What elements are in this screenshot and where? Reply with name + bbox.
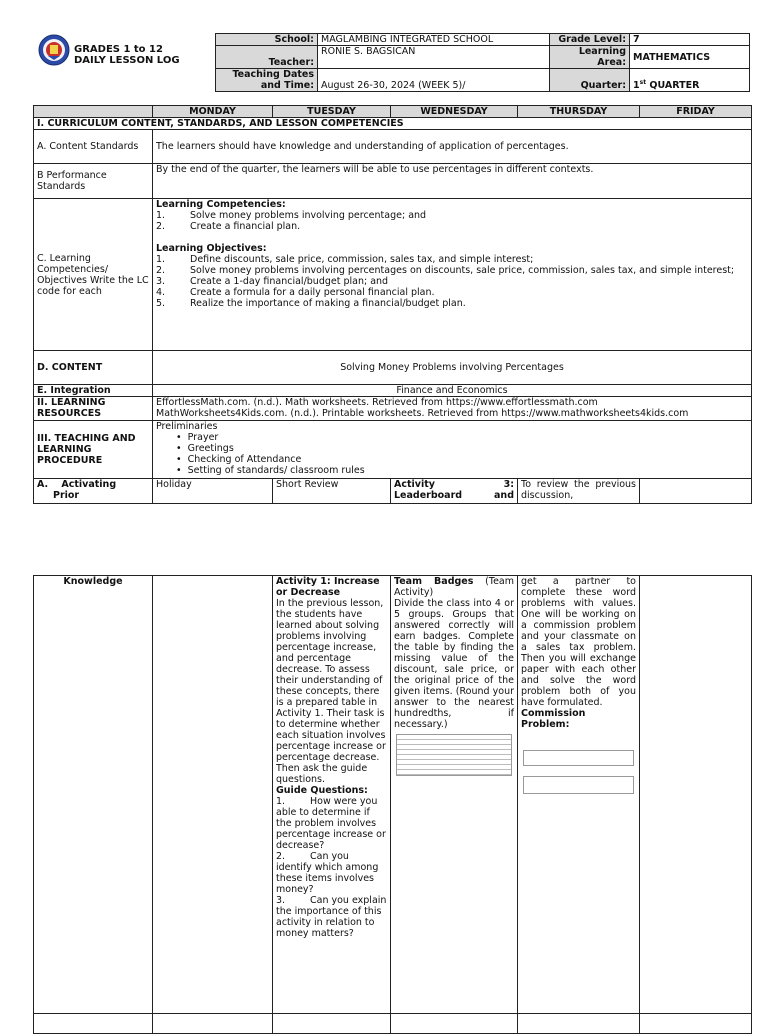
- lc-item-text: Create a financial plan.: [190, 221, 301, 232]
- wed-act-word2: 3:: [503, 479, 514, 490]
- preliminary-item-text: Prayer: [187, 432, 219, 443]
- activity1-title: Activity 1: Increase or Decrease: [276, 576, 380, 598]
- thursday-knowledge: [518, 576, 640, 1014]
- lo-item-text: Create a 1-day financial/budget plan; and: [190, 276, 389, 287]
- activating-label-word: Activating: [61, 479, 117, 490]
- preliminaries-title: Preliminaries: [156, 421, 218, 432]
- wednesday-activating: [391, 479, 518, 504]
- lo-item: [156, 298, 748, 309]
- section-curriculum: I. CURRICULUM CONTENT, STANDARDS, AND LESSON COMPETENCIES: [34, 118, 752, 130]
- guide-question-text: Can you identify which among these items involves money?: [276, 851, 379, 895]
- corner-cell: [34, 106, 153, 118]
- header-table: [215, 33, 750, 92]
- preliminary-item: • Setting of standards/ classroom rules: [176, 465, 365, 476]
- lc-item: [156, 210, 748, 221]
- teacher-value: RONIE S. BAGSICAN: [318, 46, 550, 69]
- resources-text: [153, 397, 752, 421]
- lc-item-text: Solve money problems involving percentage; and: [190, 210, 427, 221]
- commission-problem-title: Commission Problem:: [521, 708, 586, 730]
- day-tuesday: TUESDAY: [273, 106, 391, 118]
- day-friday: FRIDAY: [640, 106, 752, 118]
- friday-activating: [640, 479, 752, 504]
- lo-item-text: Realize the importance of making a financial/budget plan.: [190, 298, 466, 309]
- lo-item-text: Define discounts, sale price, commission, sales tax, and simple interest;: [190, 254, 534, 265]
- guide-question-number: 2.: [276, 851, 286, 862]
- resources-label-line2: RESOURCES: [37, 408, 102, 419]
- sales-tax-problem-thumbnail: [523, 776, 634, 794]
- lesson-table-page2: [33, 575, 752, 1034]
- content-standards-label: A. Content Standards: [34, 130, 153, 164]
- preliminary-item-text: Setting of standards/ classroom rules: [187, 465, 365, 476]
- performance-standards-text: By the end of the quarter, the learners will be able to use percentages in different contexts.: [153, 164, 752, 199]
- team-badges-title: Team Badges: [394, 576, 474, 587]
- lo-item-number: 5.: [156, 298, 166, 309]
- preliminary-item-text: Greetings: [187, 443, 234, 454]
- integration-label: E. Integration: [34, 385, 153, 397]
- guide-question: [276, 895, 387, 939]
- title-line-2: DAILY LESSON LOG: [74, 55, 180, 66]
- guide-question: [276, 796, 387, 851]
- area-value: MATHEMATICS: [630, 46, 750, 69]
- area-label-line1: Learning: [578, 46, 626, 57]
- quarter-text: QUARTER: [646, 80, 700, 91]
- dates-label: [216, 69, 318, 92]
- lo-item-text: Create a formula for a daily personal financial plan.: [190, 287, 435, 298]
- quarter-suffix: st: [639, 78, 647, 86]
- document-title: [74, 44, 180, 66]
- dates-value: August 26-30, 2024 (WEEK 5)/: [318, 69, 550, 92]
- tuesday-activating: Short Review: [273, 479, 391, 504]
- lo-item: [156, 265, 748, 276]
- wed-act-word1: Activity: [394, 479, 435, 490]
- lo-item-number: 2.: [156, 265, 166, 276]
- lo-item-number: 1.: [156, 254, 166, 265]
- thursday-instructions: get a partner to complete these word problems with values. One will be working on a commission problem and your classmate on a sales tax problem. Then you will exchange paper with each other and solve the word problem both of you have formulated.: [521, 576, 636, 708]
- lc-item-number: 2.: [156, 221, 166, 232]
- discount-table-thumbnail: [396, 734, 512, 776]
- deped-seal-icon: [38, 34, 70, 66]
- lc-item: [156, 221, 748, 232]
- wed-act-word3: Leaderboard: [394, 490, 463, 501]
- lc-item-number: 1.: [156, 210, 166, 221]
- guide-question-number: 1.: [276, 796, 286, 807]
- title-line-1: GRADES 1 to 12: [74, 44, 163, 55]
- resources-label: [34, 397, 153, 421]
- activity1-body: In the previous lesson, the students have learned about solving problems involving percentage increase, and percentage decrease. To assess their understanding of these concepts, there is a prepared table in Activity 1. Their task is to determine whether each situation involves percentage increase or percentage decrease. Then ask the guide questions.: [276, 598, 386, 785]
- procedure-label: III. TEACHING AND LEARNING PROCEDURE: [34, 421, 153, 479]
- competencies-cell: [153, 199, 752, 351]
- guide-questions-title: Guide Questions:: [276, 785, 368, 796]
- preliminary-item: • Checking of Attendance: [176, 454, 302, 465]
- lo-item: [156, 287, 748, 298]
- dates-label-line1: Teaching Dates: [232, 69, 314, 80]
- school-label: School:: [216, 34, 318, 46]
- quarter-value: [630, 69, 750, 92]
- team-badges-subtitle: (Team Activity): [394, 576, 514, 598]
- resource-reference: MathWorksheets4Kids.com. (n.d.). Printable worksheets. Retrieved from https://www.mathworksheets4kids.com: [156, 408, 689, 419]
- dates-label-line2: and Time:: [260, 80, 314, 91]
- grade-label: Grade Level:: [550, 34, 630, 46]
- thursday-activating: To review the previous discussion,: [518, 479, 640, 504]
- quarter-number: 1: [633, 80, 640, 91]
- lo-item-text: Solve money problems involving percentages on discounts, sale price, commission, sales tax, and simple interest;: [190, 265, 735, 276]
- content-standards-text: The learners should have knowledge and understanding of application of percentages.: [153, 130, 752, 164]
- resource-reference: EffortlessMath.com. (n.d.). Math worksheets. Retrieved from https://www.effortlessmath.com: [156, 397, 598, 408]
- performance-standards-label: B Performance Standards: [34, 164, 153, 199]
- wednesday-knowledge: [391, 576, 518, 1014]
- preliminary-item-text: Checking of Attendance: [187, 454, 302, 465]
- tuesday-knowledge: [273, 576, 391, 1014]
- day-thursday: THURSDAY: [518, 106, 640, 118]
- monday-activating: Holiday: [153, 479, 273, 504]
- friday-knowledge: [640, 576, 752, 1014]
- content-text: Solving Money Problems involving Percentages: [153, 351, 752, 385]
- content-label: D. CONTENT: [34, 351, 153, 385]
- activating-label-letter: A.: [37, 479, 49, 490]
- commission-problem-thumbnail: [523, 750, 634, 766]
- guide-question-text: Can you explain the importance of this activity in relation to money matters?: [276, 895, 387, 939]
- area-label: [550, 46, 630, 69]
- lo-item-number: 4.: [156, 287, 166, 298]
- lo-item: [156, 276, 748, 287]
- resources-label-line1: II. LEARNING: [37, 397, 106, 408]
- monday-knowledge: [153, 576, 273, 1014]
- preliminary-item: • Greetings: [176, 443, 234, 454]
- lo-title: Learning Objectives:: [156, 243, 267, 254]
- procedure-cell: [153, 421, 752, 479]
- quarter-label: Quarter:: [550, 69, 630, 92]
- day-wednesday: WEDNESDAY: [391, 106, 518, 118]
- teacher-label: Teacher:: [216, 46, 318, 69]
- competencies-label: C. Learning Competencies/ Objectives Write the LC code for each: [34, 199, 153, 351]
- lc-title: Learning Competencies:: [156, 199, 286, 210]
- area-label-line2: Area:: [597, 57, 626, 68]
- knowledge-label: Knowledge: [34, 576, 153, 1014]
- guide-question-number: 3.: [276, 895, 286, 906]
- activating-label-line2: Prior: [53, 490, 80, 501]
- lo-item-number: 3.: [156, 276, 166, 287]
- lesson-table: [33, 105, 752, 504]
- guide-question-text: How were you able to determine if the problem involves percentage increase or decrease?: [276, 796, 386, 851]
- school-value: MAGLAMBING INTEGRATED SCHOOL: [318, 34, 550, 46]
- integration-text: Finance and Economics: [153, 385, 752, 397]
- team-badges-body: Divide the class into 4 or 5 groups. Groups that answered correctly will earn badges. Complete the table by finding the missing value of the discount, sale price, or the original price of the given items. (Round your answer to the nearest hundredths, if necessary.): [394, 598, 514, 730]
- activating-label: [34, 479, 153, 504]
- guide-question: [276, 851, 387, 895]
- days-header-row: [34, 106, 752, 118]
- grade-value: 7: [630, 34, 750, 46]
- wed-act-word4: and: [494, 490, 514, 501]
- day-monday: MONDAY: [153, 106, 273, 118]
- lo-item: [156, 254, 748, 265]
- preliminary-item: • Prayer: [176, 432, 219, 443]
